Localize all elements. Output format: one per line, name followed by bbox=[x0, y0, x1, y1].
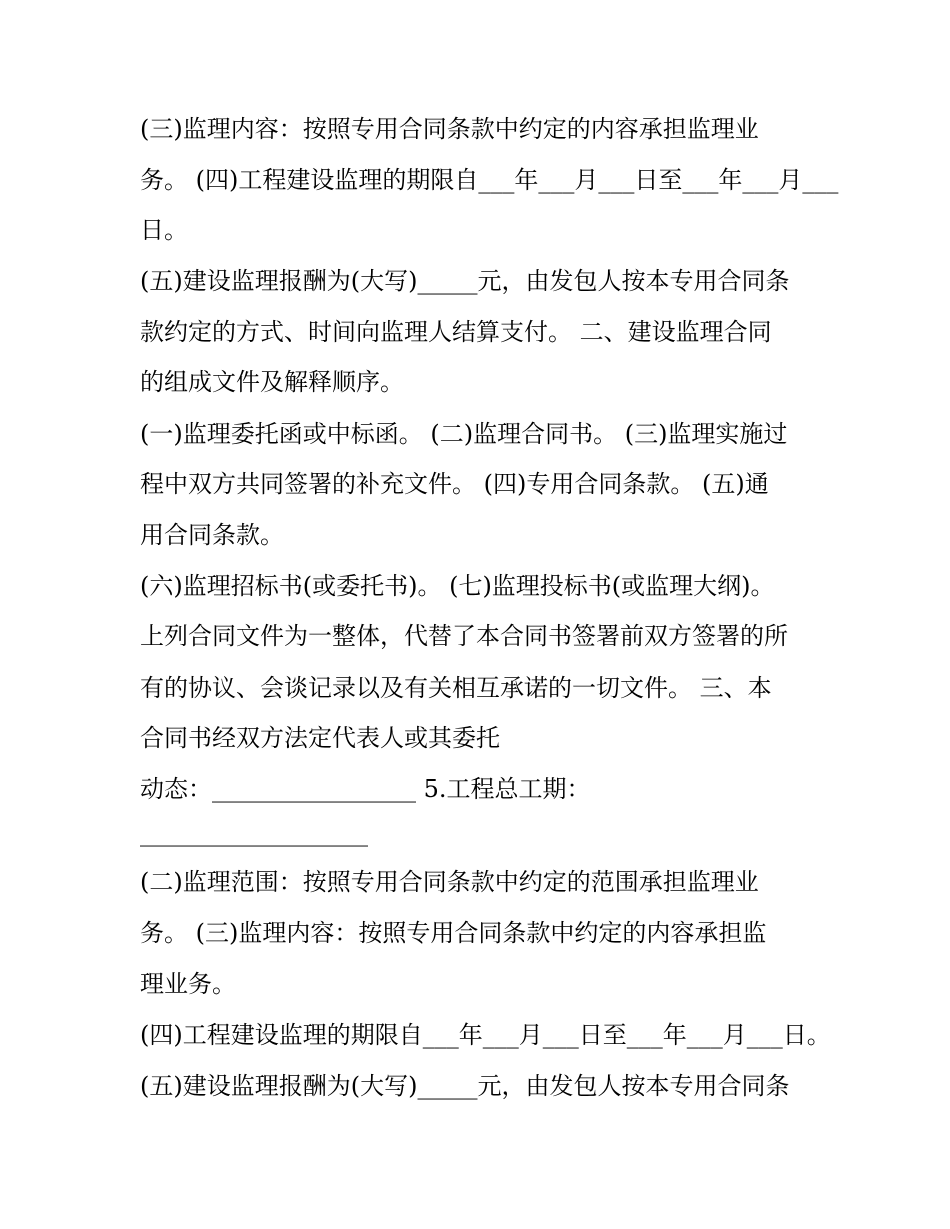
text-line: 务。 (三)监理内容：按照专用合同条款中约定的内容承担监 bbox=[140, 919, 767, 947]
text-line: (四)工程建设监理的期限自___年___月___日至___年___月___日。 bbox=[140, 1021, 831, 1049]
text-line: 务。 (四)工程建设监理的期限自___年___月___日至___年___月___ bbox=[140, 166, 839, 194]
text-line: (三)监理内容：按照专用合同条款中约定的内容承担监理业 bbox=[140, 115, 759, 143]
text-line: 有的协议、会谈记录以及有关相互承诺的一切文件。 三、本 bbox=[140, 674, 772, 702]
text-line: 合同书经双方法定代表人或其委托 bbox=[140, 724, 500, 752]
text-line: 的组成文件及解释顺序。 bbox=[140, 368, 404, 396]
text-line: (一)监理委托函或中标函。 (二)监理合同书。 (三)监理实施过 bbox=[140, 420, 788, 448]
text-line: 动态：_________________ 5.工程总工期： bbox=[140, 775, 591, 803]
text-line: (二)监理范围：按照专用合同条款中约定的范围承担监理业 bbox=[140, 868, 759, 896]
text-line: 用合同条款。 bbox=[140, 521, 284, 549]
text-line: (五)建设监理报酬为(大写)_____元，由发包人按本专用合同条 bbox=[140, 267, 790, 295]
text-line: 款约定的方式、时间向监理人结算支付。 二、建设监理合同 bbox=[140, 318, 772, 346]
text-line: 理业务。 bbox=[140, 970, 236, 998]
text-line: ___________________ bbox=[140, 819, 368, 847]
text-line: 日。 bbox=[140, 216, 188, 244]
text-line: 上列合同文件为一整体，代替了本合同书签署前双方签署的所 bbox=[140, 622, 788, 650]
text-line: 程中双方共同签署的补充文件。 (四)专用合同条款。 (五)通 bbox=[140, 470, 769, 498]
text-line: (五)建设监理报酬为(大写)_____元，由发包人按本专用合同条 bbox=[140, 1072, 790, 1100]
text-line: (六)监理招标书(或委托书)。 (七)监理投标书(或监理大纲)。 bbox=[140, 572, 775, 600]
